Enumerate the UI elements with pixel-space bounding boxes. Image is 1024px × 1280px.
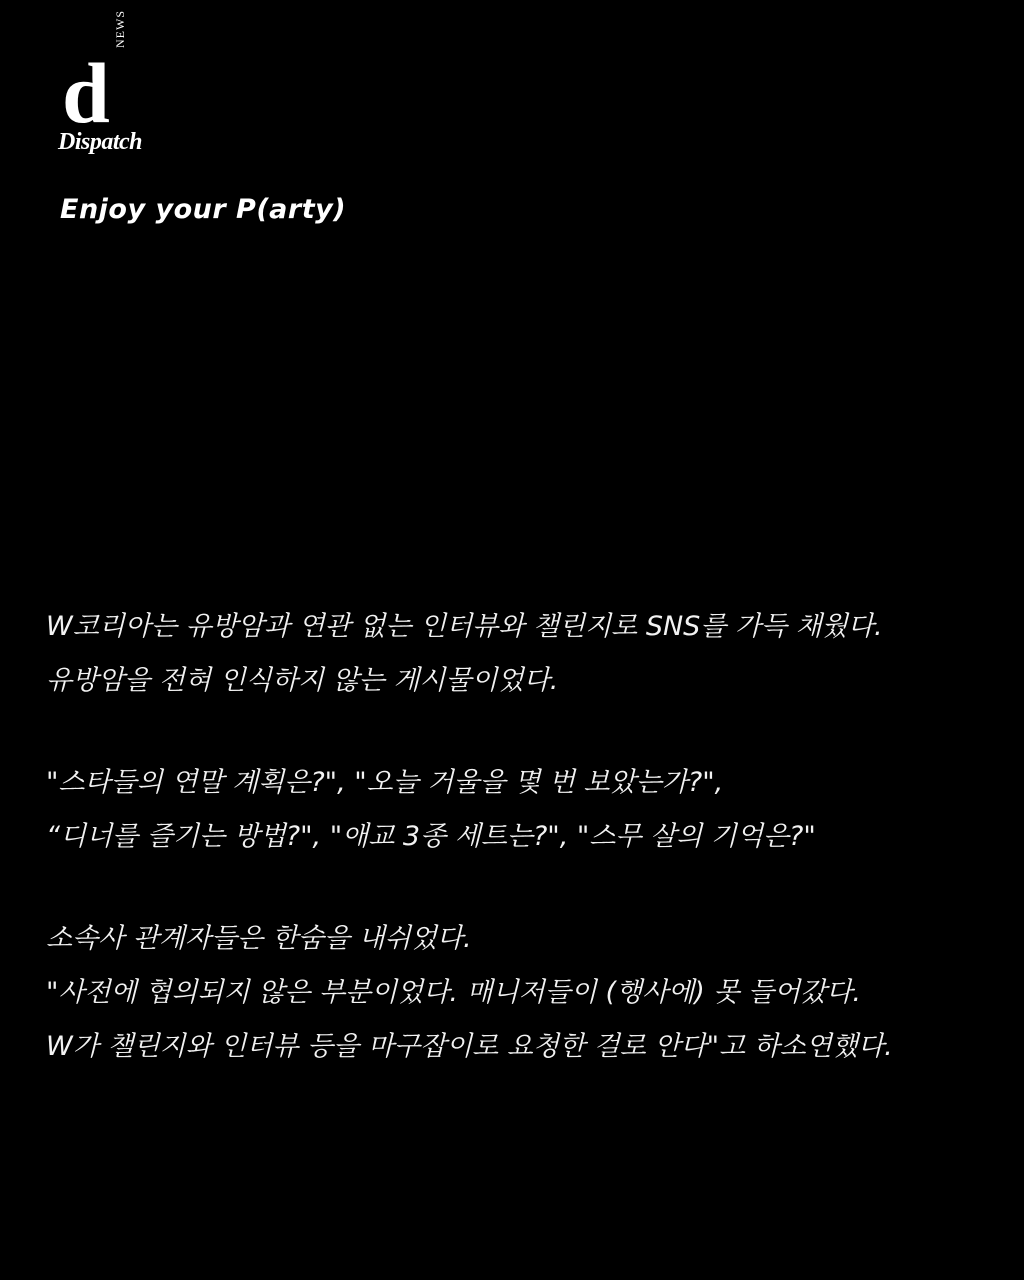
body-line: "사전에 협의되지 않은 부분이었다. 매니저들이 (행사에) 못 들어갔다.: [46, 977, 861, 1008]
logo-letter-d: d: [62, 45, 108, 141]
paragraph: [46, 912, 986, 1074]
logo-news-label: NEWS: [113, 10, 127, 48]
body-line: “디너를 즐기는 방법?", "애교 3종 세트는?", "스무 살의 기억은?": [46, 821, 816, 852]
dispatch-logo-icon: [58, 10, 153, 155]
body-line: "스타들의 연말 계획은?", "오늘 거울을 몇 번 보았는가?",: [46, 767, 724, 798]
paragraph: [46, 756, 986, 864]
body-line: W가 챌린지와 인터뷰 등을 마구잡이로 요청한 걸로 안다"고 하소연했다.: [46, 1031, 893, 1062]
paragraph: [46, 600, 986, 708]
body-line: 소속사 관계자들은 한숨을 내쉬었다.: [46, 923, 472, 954]
logo-wordmark: Dispatch: [58, 129, 143, 155]
article-body: [46, 600, 986, 1074]
body-line: W코리아는 유방암과 연관 없는 인터뷰와 챌린지로 SNS를 가득 채웠다.: [46, 611, 883, 642]
page-title: Enjoy your P(arty): [60, 194, 347, 225]
body-line: 유방암을 전혀 인식하지 않는 게시물이었다.: [46, 665, 559, 696]
